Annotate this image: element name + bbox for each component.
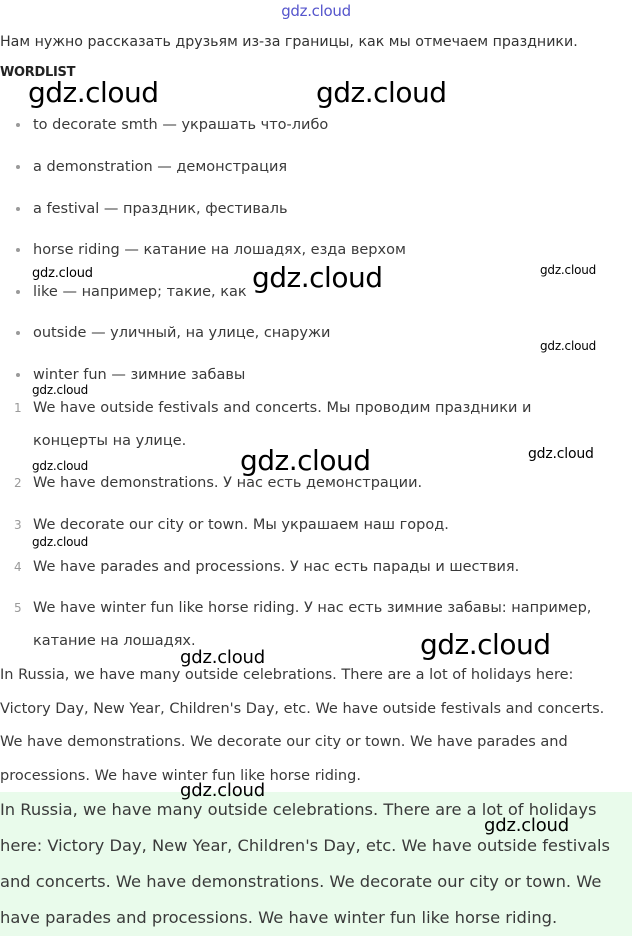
watermark: gdz.cloud [32,535,89,549]
watermark: gdz.cloud [420,628,551,661]
watermark: gdz.cloud [252,261,383,294]
bullet-icon [16,123,20,127]
wordlist-item: outside — уличный, на улице, снаружи [0,322,620,344]
wordlist-item: a demonstration — демонстрация [0,156,620,178]
watermark: gdz.cloud [28,76,159,109]
answer-box [0,792,632,936]
page: gdz.cloud Нам нужно рассказать друзьям из-за границы, как мы отмечаем праздники. WORDLIST to decorate smth — украшать что-либо a demonstration — демонстрация a festival — праздник, фестиваль horse riding — катание на лошадях, езда верхом like — например; такие, как outside — уличный, на улице, снаружи winter fun — зимние забавы 1 We have outside festivals and concerts. Мы проводим праздники и концерты на улице. 2 We have demonstrations. У нас есть демонстрации. 3 We decorate our city or town. Мы украшаем наш город. 4 We have parades and processions. У нас есть парады и шествия. 5 We have winter fun like horse riding. У нас есть зимние забавы: например, катание на лошадях. In Russia, we have many outside celebrations. There are a lot of holidays here: Victory Day, New Year, Children's Day, etc. We have outside festivals and concerts. We have demonstrations. We decorate our city or town. We have parades and processions. We have winter fun like horse riding. In Russia, we have many outside celebrations. There are a lot of holidays here: Victory Day, New Year, Children's Day, etc. We have outside festivals and concerts. We have demonstrations. We decorate our city or town. We have parades and processions. We have winter fun like horse riding. gdz.cloud gdz.cloud gdz.cloud gdz.cloud gdz.cloud gdz.cloud gdz.cloud gdz.cloud gdz.cloud gdz.cloud gdz.cloud gdz.cloud gdz.cloud gdz.cloud gdz.cloud [0,0,632,936]
watermark: gdz.cloud [180,647,265,668]
task-instruction: Нам нужно рассказать друзьям из-за границы, как мы отмечаем праздники. [0,34,578,50]
wordlist-item: a festival — праздник, фестиваль [0,198,620,220]
watermark: gdz.cloud [32,383,89,397]
summary-paragraph: In Russia, we have many outside celebrations. There are a lot of holidays here: Victory Day, New Year, Children's Day, etc. We have outside festivals and concerts. We have demonstrations. We decorate our city or town. We have parades and processions. We have winter fun like horse riding. [0,667,605,784]
bullet-icon [16,165,20,169]
watermark: gdz.cloud [528,446,594,462]
wordlist-item: to decorate smth — украшать что-либо [0,114,620,136]
watermark: gdz.cloud [240,444,371,477]
watermark: gdz.cloud [32,266,93,281]
watermark: gdz.cloud [540,339,597,353]
bullet-icon [16,373,20,377]
bullet-icon [16,331,20,335]
watermark: gdz.cloud [32,459,89,473]
answer-text: In Russia, we have many outside celebrations. There are a lot of holidays here: Victory Day, New Year, Children's Day, etc. We have outside festivals and concerts. We have demonstrations. We decorate our city or town. We have parades and processions. We have winter fun like horse riding. [0,800,610,927]
watermark: gdz.cloud [484,815,569,836]
wordlist-title: WORDLIST [0,65,76,80]
wordlist-item: winter fun — зимние забавы [0,364,620,386]
watermark: gdz.cloud [180,780,265,801]
watermark: gdz.cloud [540,263,597,277]
bullet-icon [16,290,20,294]
site-logo[interactable]: gdz.cloud [281,2,351,20]
wordlist-item: horse riding — катание на лошадях, езда верхом [0,239,620,261]
watermark: gdz.cloud [316,76,447,109]
bullet-icon [16,248,20,252]
bullet-icon [16,207,20,211]
wordlist-item: like — например; такие, как [0,281,620,303]
